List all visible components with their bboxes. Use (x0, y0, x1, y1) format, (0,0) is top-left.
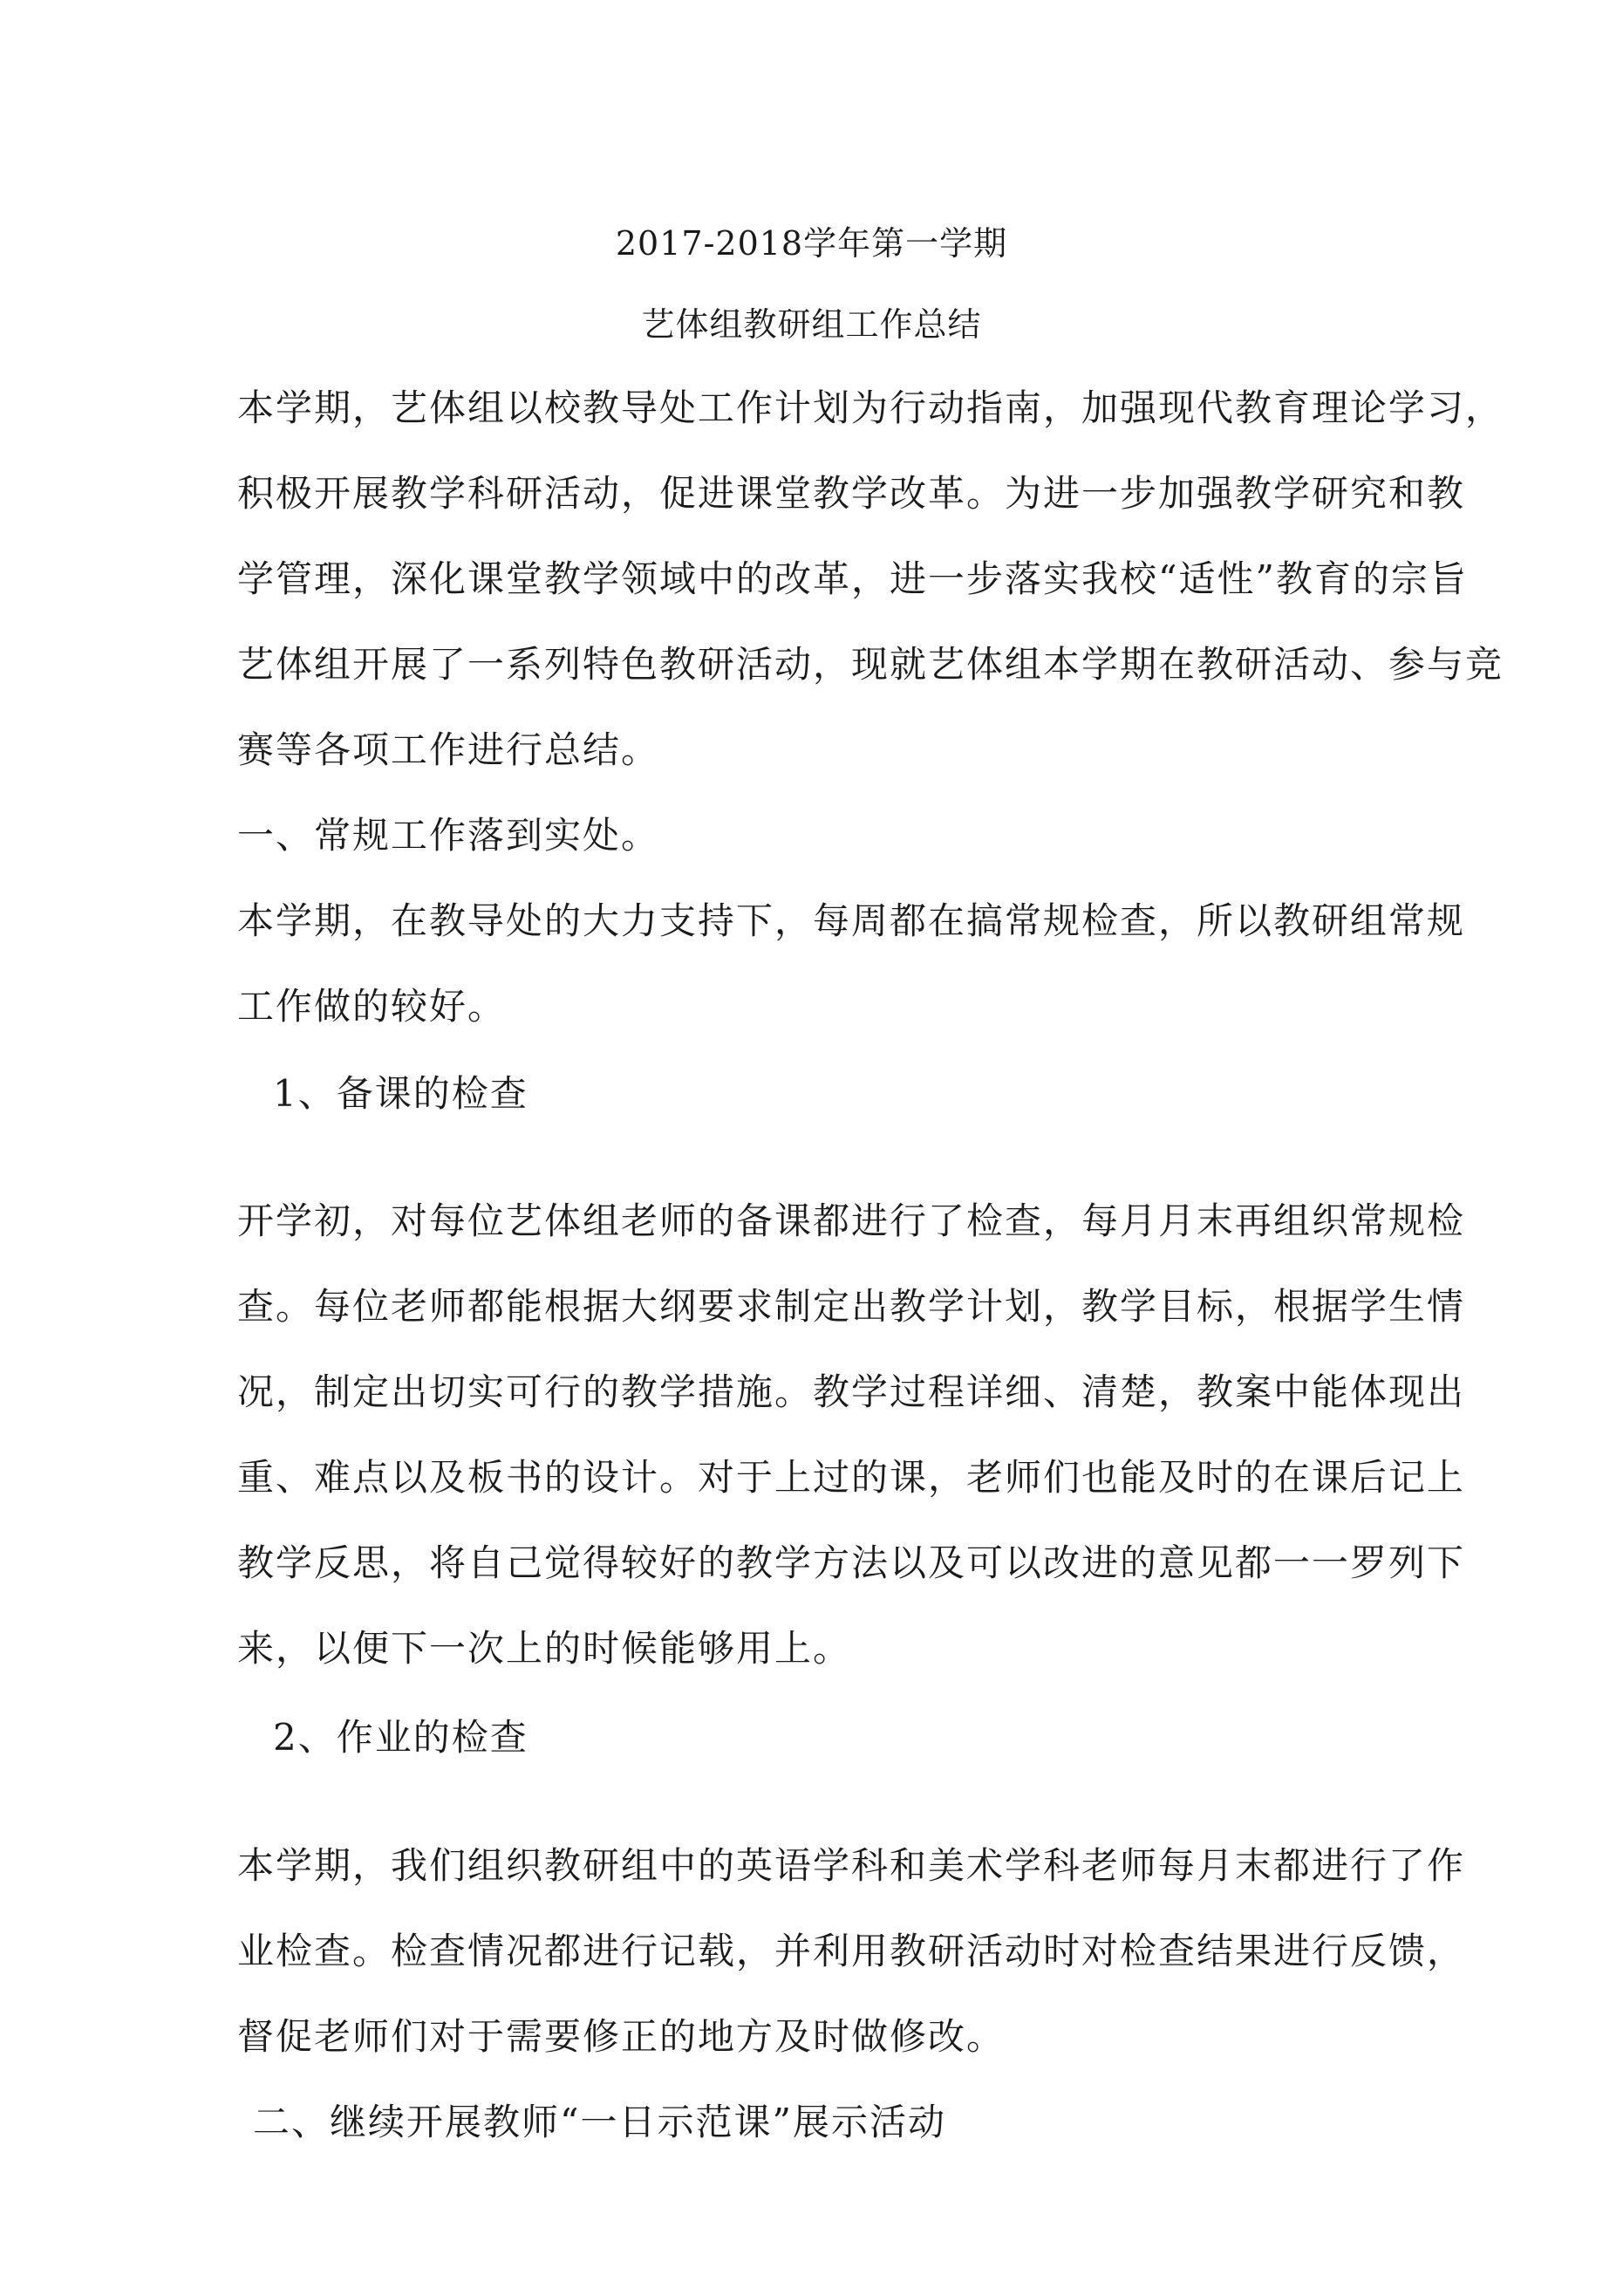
sub2-line: 督促老师们对于需要修正的地方及时做修改。 (237, 2015, 1006, 2058)
intro-line: 学管理，深化课堂教学领域中的改革，进一步落实我校“适性”教育的宗旨 (237, 557, 1468, 600)
sub1-line: 查。每位老师都能根据大纲要求制定出教学计划，教学目标，根据学生情 (237, 1285, 1466, 1328)
sub1-line: 重、难点以及板书的设计。对于上过的课，老师们也能及时的在课后记上 (237, 1456, 1466, 1499)
section1-line: 工作做的较好。 (237, 985, 507, 1028)
intro-line: 本学期，艺体组以校教导处工作计划为行动指南，加强现代教育理论学习， (237, 386, 1504, 429)
intro-line: 赛等各项工作进行总结。 (237, 728, 660, 771)
section1-heading: 一、常规工作落到实处。 (237, 814, 660, 857)
section1-line: 本学期，在教导处的大力支持下，每周都在搞常规检查，所以教研组常规 (237, 899, 1466, 942)
document-title-line2: 艺体组教研组工作总结 (641, 305, 982, 344)
section2-heading: 二、继续开展教师“一日示范课”展示活动 (253, 2101, 946, 2143)
sub2-line: 本学期，我们组织教研组中的英语学科和美术学科老师每月末都进行了作 (237, 1844, 1466, 1887)
intro-line: 艺体组开展了一系列特色教研活动，现就艺体组本学期在教研活动、参与竞 (237, 643, 1504, 686)
sub2-heading: 2、作业的检查 (273, 1716, 528, 1759)
intro-line: 积极开展教学科研活动，促进课堂教学改革。为进一步加强教学研究和教 (237, 472, 1466, 515)
sub1-line: 况，制定出切实可行的教学措施。教学过程详细、清楚，教案中能体现出 (237, 1370, 1466, 1413)
sub1-line: 开学初，对每位艺体组老师的备课都进行了检查，每月月末再组织常规检 (237, 1199, 1466, 1242)
sub2-line: 业检查。检查情况都进行记载，并利用教研活动时对检查结果进行反馈， (237, 1930, 1466, 1972)
sub1-line: 教学反思，将自己觉得较好的教学方法以及可以改进的意见都一一罗列下 (237, 1541, 1466, 1584)
sub1-heading: 1、备课的检查 (273, 1072, 528, 1115)
document-title-line1: 2017-2018学年第一学期 (615, 224, 1008, 263)
sub1-line: 来，以便下一次上的时候能够用上。 (237, 1627, 852, 1670)
